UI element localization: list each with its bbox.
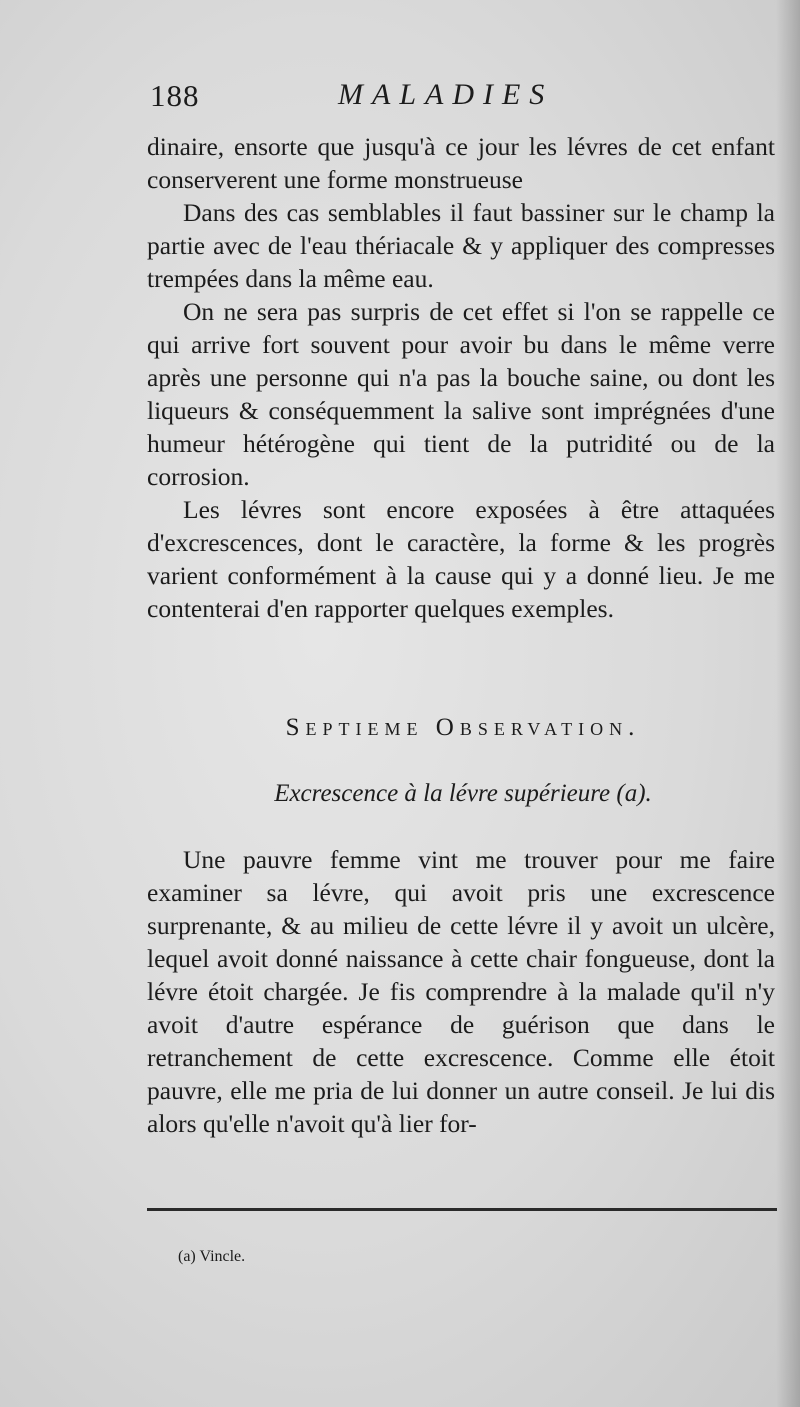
paragraph-continuation: dinaire, ensorte que jusqu'à ce jour les lévres de cet enfant conserverent une forme monstrueuse (147, 132, 775, 194)
upper-text-block (147, 130, 775, 625)
page-header (150, 78, 770, 122)
paragraph-observation: Une pauvre femme vint me trouver pour me faire examiner sa lévre, qui avoit pris une excrescence surprenante, & au milieu de cette lévre il y avoit un ulcère, lequel avoit donné naissance à cette chair fongueuse, dont la lévre étoit chargée. Je fis comprendre à la malade qu'il n'y avoit d'autre espérance de guérison que dans le retranchement de cette excrescence. Comme elle étoit pauvre, elle me pria de lui donner un autre conseil. Je lui dis alors qu'elle n'avoit qu'à lier for- (147, 845, 775, 1138)
footnote-rule (147, 1208, 777, 1211)
section-heading: Septieme Observation. (285, 714, 641, 741)
page-number: 188 (150, 78, 200, 113)
lower-text-block (147, 843, 775, 1140)
page-edge-shadow (776, 0, 800, 1407)
footnote: (a) Vincle. (178, 1248, 246, 1265)
paragraph-excrescences: Les lévres sont encore exposées à être attaquées d'excrescences, dont le caractère, la forme & les progrès varient conformément à la cause qui y a donné lieu. Je me contenterai d'en rapporter quelques exemples. (147, 495, 775, 623)
section-subheading: Excrescence à la lévre supérieure (a). (274, 780, 652, 807)
paragraph-treatment: Dans des cas semblables il faut bassiner sur le champ la partie avec de l'eau thériacale & y appliquer des compresses trempées dans la même eau. (147, 198, 775, 293)
running-head: MALADIES (338, 78, 554, 111)
paragraph-contagion: On ne sera pas surpris de cet effet si l'on se rappelle ce qui arrive fort souvent pour avoir bu dans le même verre après une personne qui n'a pas la bouche saine, ou dont les liqueurs & conséquemment la salive sont imprégnées d'une humeur hétérogène qui tient de la putridité ou de la corrosion. (147, 297, 775, 491)
